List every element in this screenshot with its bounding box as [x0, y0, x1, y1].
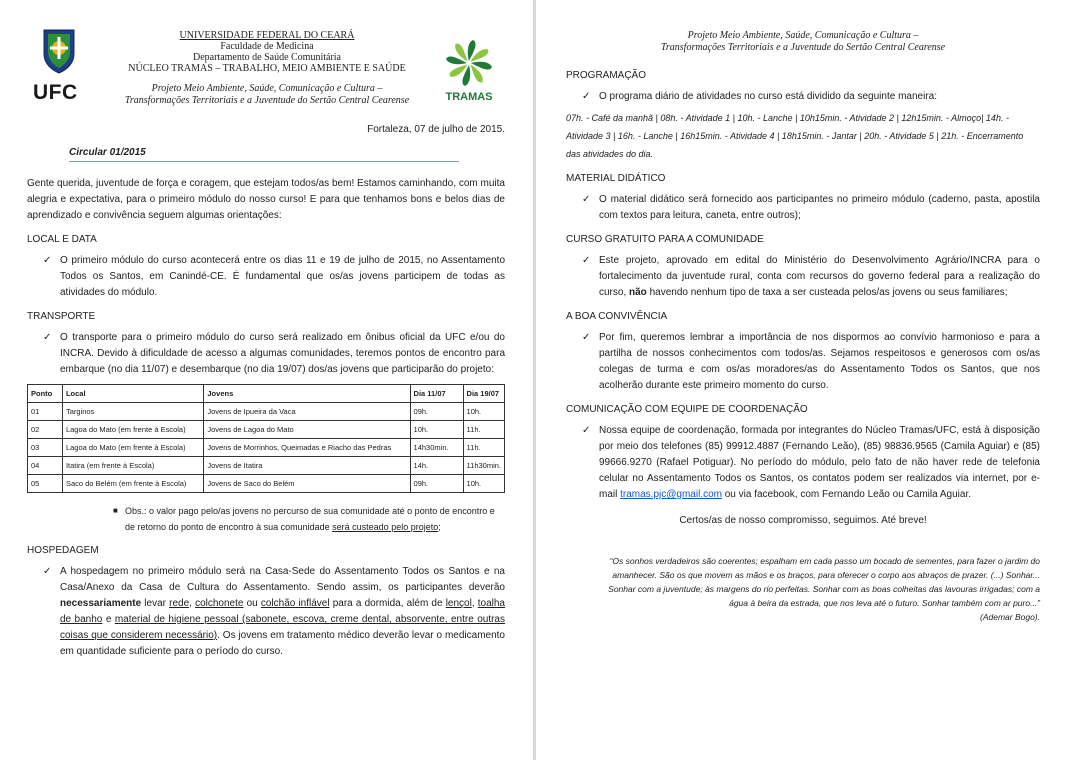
project-title-line2: Transformações Territoriais e a Juventude do Sertão Central Cearense: [124, 95, 410, 106]
table-cell: Jovens de Itatira: [204, 457, 410, 475]
faculty-name: Faculdade de Medicina: [220, 41, 314, 52]
intro-paragraph: Gente querida, juventude de força e coragem, que estejam todos/as bem! Estamos caminhando, com muita alegria e expectativa, para o primeiro módulo do nosso curso! E para que tenhamos bons e belos dias de aprendizado e convivência seguem algumas orientações:: [27, 178, 505, 221]
table-cell: 04: [28, 457, 63, 475]
table-cell: Lagoa do Mato (em frente à Escola): [62, 439, 203, 457]
letter-date: Fortaleza, 07 de julho de 2015.: [367, 124, 505, 135]
checkmark-icon: ✓: [582, 255, 591, 266]
free-course-text: Este projeto, aprovado em edital do Ministério do Desenvolvimento Agrário/INCRA para o fortalecimento da juventude rural, conta com recursos do governo federal para a realização do curso,: [599, 255, 1040, 298]
project-title-line1: Projeto Meio Ambiente, Saúde, Comunicação e Cultura –: [151, 83, 383, 94]
running-header-line1: Projeto Meio Ambiente, Saúde, Comunicação e Cultura –: [687, 30, 919, 41]
project-title: [107, 83, 427, 107]
material-text: O material didático será fornecido aos participantes no primeiro módulo (caderno, pasta, apostila com textos para leitura, caneta, entre outros);: [599, 194, 1040, 221]
lodging-text: A hospedagem no primeiro módulo será na Casa-Sede do Assentamento Todos os Santos e na Casa/Anexo da Casa de Cultura do Assentamento. Sendo assim, os participantes deverão: [60, 566, 505, 593]
table-cell: 09h.: [410, 475, 463, 493]
free-course-text: havendo nenhum tipo de taxa a ser custeada pelos/as jovens ou seus familiares;: [646, 287, 1008, 298]
table-row: [28, 421, 505, 439]
section-title-contact: COMUNICAÇÃO COM EQUIPE DE COORDENAÇÃO: [566, 404, 808, 415]
table-header-row: [28, 385, 505, 403]
nucleus-name: NÚCLEO TRAMAS – TRABALHO, MEIO AMBIENTE E SAÚDE: [128, 63, 406, 74]
circular-number: Circular 01/2015: [69, 147, 459, 162]
email-link[interactable]: tramas.pjc@gmail.com: [620, 489, 722, 500]
checkmark-icon: ✓: [43, 255, 52, 266]
lodging-bold: necessariamente: [60, 598, 142, 609]
ufc-logo: [27, 28, 91, 105]
note-suffix: ;: [438, 522, 441, 532]
lodging-item-hygiene: material de higiene pessoal (sabonete, escova, creme dental, absorvente, entre outras coisas que considerem necessário): [60, 614, 505, 641]
quote-text: “Os sonhos verdadeiros são coerentes; espalham em cada passo um bocado de sementes, para fazer o jardim do amanhecer. São os que movem as mãos e os braços, para oferecer o corpo aos abraços de prazer. (...) Sonhar... Sonhar com a juventude; às margens do rio perfeitas. Sonhar com as boas colheitas das lavouras irrigadas; com a água à beira da estrada, que nos leva até o futuro. Sonhar também com ar puro...”: [608, 556, 1040, 608]
quote-author: (Ademar Bogo).: [980, 612, 1040, 622]
table-header-cell: Dia 19/07: [463, 385, 504, 403]
tramas-logo: [439, 38, 499, 103]
material-item: [566, 192, 1040, 224]
table-cell: 10h.: [463, 475, 504, 493]
coexistence-item: [566, 330, 1040, 394]
table-row: [28, 475, 505, 493]
department-name: Departamento de Saúde Comunitária: [192, 52, 341, 63]
table-cell: 02: [28, 421, 63, 439]
contact-text: Nossa equipe de coordenação, formada por integrantes do Núcleo Tramas/UFC, está à disposição por meio dos telefones (85) 99912.4887 (Fernando Leão), (85) 98836.9565 (Camila Aguiar) e (85) 99666.9270 (Rafael Potiguar). No período do módulo, pelo fato de não haver rede de telefonia celular no Assentamento Todos os Santos, os contatos podem ser realizados via internet, por e-mail: [599, 425, 1040, 500]
checkmark-icon: ✓: [582, 91, 591, 102]
section-title-transport: TRANSPORTE: [27, 311, 96, 322]
note-text: Obs.: o valor pago pelo/as jovens no percurso de sua comunidade até o ponto de encontro e de retorno do ponto de encontro à sua comunidade: [125, 506, 495, 532]
program-item: [566, 89, 1040, 105]
table-cell: 14h30min.: [410, 439, 463, 457]
lodging-text: ,: [471, 598, 478, 609]
page-right: [536, 0, 1070, 760]
table-cell: 11h.: [463, 439, 504, 457]
note-underlined: será custeado pelo projeto: [332, 522, 439, 532]
lodging-item-hammock: rede: [169, 598, 190, 609]
section-title-lodging: HOSPEDAGEM: [27, 545, 99, 556]
checkmark-icon: ✓: [43, 566, 52, 577]
table-row: [28, 457, 505, 475]
local-item: [27, 253, 505, 301]
section-title-program: PROGRAMAÇÃO: [566, 70, 647, 81]
checkmark-icon: ✓: [43, 332, 52, 343]
table-cell: Jovens de Ipueira da Vaca: [204, 403, 410, 421]
table-header-cell: Dia 11/07: [410, 385, 463, 403]
section-title-local: LOCAL E DATA: [27, 234, 97, 245]
ufc-wordmark: UFC: [33, 81, 78, 104]
contact-item: [566, 423, 1040, 503]
letterhead: [27, 28, 505, 114]
table-header-cell: Jovens: [204, 385, 410, 403]
lodging-text: levar: [141, 598, 170, 609]
lodging-item-sheet: lençol: [445, 598, 472, 609]
tramas-pinwheel-icon: [444, 38, 494, 88]
local-text: O primeiro módulo do curso acontecerá entre os dias 11 e 19 de julho de 2015, no Assentamento Todos os Santos, em Canindé-CE. É fundamental que os/as jovens participem de todas as atividades do módulo.: [60, 255, 505, 298]
lodging-text: ,: [189, 598, 196, 609]
ufc-shield-icon: [41, 28, 77, 74]
lodging-text: . Os jovens em tratamento médico deverão levar o medicamento em quantidade suficiente para o período do curso.: [60, 630, 505, 657]
table-cell: Jovens de Saco do Belém: [204, 475, 410, 493]
institution-block: [107, 30, 427, 107]
checkmark-icon: ✓: [582, 425, 591, 436]
table-cell: 01: [28, 403, 63, 421]
lodging-text: ou: [243, 598, 261, 609]
lodging-item: [27, 564, 505, 660]
table-cell: 03: [28, 439, 63, 457]
table-cell: Itatira (em frente à Escola): [62, 457, 203, 475]
program-text: O programa diário de atividades no curso está dividido da seguinte maneira:: [599, 91, 937, 102]
page-left: [0, 0, 533, 760]
table-header-cell: Local: [62, 385, 203, 403]
table-cell: 11h30min.: [463, 457, 504, 475]
table-cell: Saco do Belém (em frente à Escola): [62, 475, 203, 493]
table-cell: 11h.: [463, 421, 504, 439]
table-cell: 05: [28, 475, 63, 493]
running-header-line2: Transformações Territoriais e a Juventude do Sertão Central Cearense: [660, 42, 946, 53]
table-cell: 10h.: [463, 403, 504, 421]
lodging-item-mat: colchonete: [195, 598, 244, 609]
table-cell: Targinos: [62, 403, 203, 421]
transport-text: O transporte para o primeiro módulo do curso será realizado em ônibus oficial da UFC e/ou do INCRA. Devido à dificuldade de acesso a algumas comunidades, teremos pontos de encontro para embarque (no dia 11/07) e desembarque (no dia 19/07) dos/as jovens que participarão do projeto:: [60, 332, 505, 375]
running-header: [566, 30, 1040, 54]
table-header-cell: Ponto: [28, 385, 63, 403]
table-cell: Jovens de Lagoa do Mato: [204, 421, 410, 439]
section-title-coexistence: A BOA CONVIVÊNCIA: [566, 311, 668, 322]
meeting-points-table: [27, 384, 505, 493]
free-course-item: [566, 253, 1040, 301]
lodging-text: para a dormida, além de: [329, 598, 446, 609]
table-cell: 10h.: [410, 421, 463, 439]
table-cell: Lagoa do Mato (em frente à Escola): [62, 421, 203, 439]
table-cell: 09h.: [410, 403, 463, 421]
section-title-free-course: CURSO GRATUITO PARA A COMUNIDADE: [566, 234, 764, 245]
checkmark-icon: ✓: [582, 332, 591, 343]
closing-line: Certos/as de nosso compromisso, seguimos. Até breve!: [679, 515, 927, 526]
lodging-item-towel: toalha de banho: [60, 598, 505, 625]
section-title-material: MATERIAL DIDÁTICO: [566, 173, 666, 184]
checkmark-icon: ✓: [582, 194, 591, 205]
university-name: UNIVERSIDADE FEDERAL DO CEARÁ: [179, 30, 355, 41]
coexistence-text: Por fim, queremos lembrar a importância de nos dispormos ao convívio harmonioso e para a partilha de nossos conhecimentos com todos/as. Sejamos respeitosos e generosos com os/as colegas de turma e com os/as moradores/as do Assentamento Todos os Santos, que nos acolherão durante este primeiro momento do curso.: [599, 332, 1040, 391]
transport-note: [27, 503, 505, 535]
lodging-text: e: [102, 614, 115, 625]
epigraph-quote: [566, 554, 1040, 624]
free-course-bold: não: [629, 287, 647, 298]
table-cell: 14h.: [410, 457, 463, 475]
square-bullet-icon: ■: [113, 506, 118, 515]
daily-schedule: 07h. - Café da manhã | 08h. - Atividade 1 | 10h. - Lanche | 10h15min. - Atividade 2 | 12h15min. - Almoço| 14h. - Atividade 3 | 16h. - Lanche | 16h15min. - Atividade 4 | 18h15min. - Jantar | 20h. - Atividade 5 | 21h. - Encerramento das atividades do dia.: [566, 113, 1024, 159]
table-row: [28, 439, 505, 457]
table-cell: Jovens de Morrinhos, Queimadas e Riacho das Pedras: [204, 439, 410, 457]
transport-item: [27, 330, 505, 378]
table-row: [28, 403, 505, 421]
contact-text: ou via facebook, com Fernando Leão ou Camila Aguiar.: [721, 489, 972, 500]
lodging-item-mattress: colchão inflável: [260, 598, 330, 609]
tramas-wordmark: TRAMAS: [445, 91, 493, 103]
